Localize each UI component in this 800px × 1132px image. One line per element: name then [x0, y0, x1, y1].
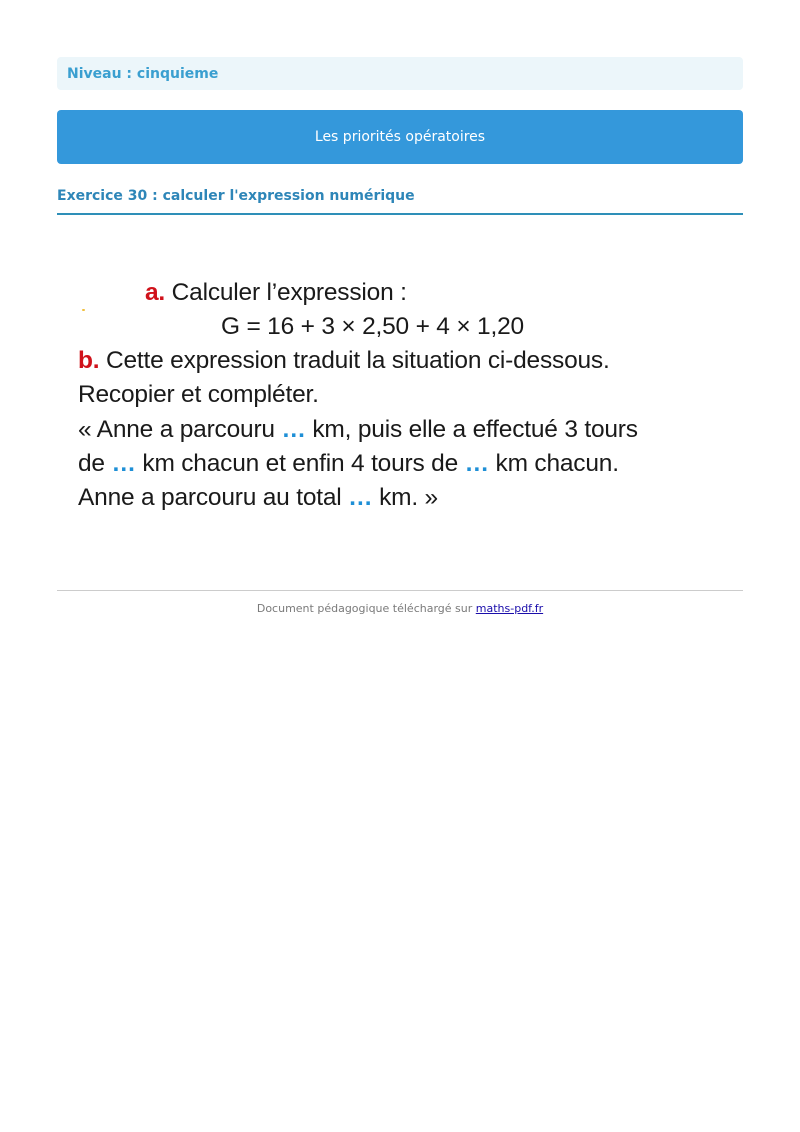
footer [57, 602, 743, 615]
situation-line-3 [78, 483, 438, 513]
topic-banner [57, 110, 743, 164]
situation-text-1b: km, puis elle a effectué 3 tours [312, 416, 638, 443]
part-b-line [78, 346, 610, 376]
footer-link[interactable]: maths-pdf.fr [475, 602, 544, 615]
topic-title: Les priorités opératoires [314, 129, 486, 145]
situation-text-2a: de [78, 450, 105, 477]
situation-text-2c: km chacun. [495, 450, 619, 477]
part-b-label: b. [78, 347, 100, 374]
exercise-title: Exercice 30 : calculer l'expression numérique [57, 188, 415, 204]
situation-text-3a: Anne a parcouru au total [78, 484, 342, 511]
blank-2: … [111, 450, 136, 477]
exercise-heading [57, 185, 743, 215]
instruction-text: Recopier et compléter. [78, 381, 319, 408]
expression-g: G = 16 + 3 × 2,50 + 4 × 1,20 [221, 313, 524, 340]
situation-text-3b: km. » [379, 484, 438, 511]
part-a-line [145, 278, 407, 308]
footer-text: Document pédagogique téléchargé sur [256, 602, 473, 615]
blank-4: … [348, 484, 373, 511]
blank-1: … [281, 416, 306, 443]
situation-text-1a: « Anne a parcouru [78, 416, 275, 443]
instruction-line [78, 380, 319, 410]
situation-line-1 [78, 415, 638, 445]
footer-divider [57, 590, 743, 591]
level-label: Niveau : cinquieme [67, 65, 219, 82]
scan-speck [82, 309, 85, 311]
expression-line [221, 312, 524, 342]
blank-3: … [464, 450, 489, 477]
situation-text-2b: km chacun et enfin 4 tours de [142, 450, 458, 477]
level-box [57, 57, 743, 90]
part-b-text: Cette expression traduit la situation ci-dessous. [105, 347, 610, 374]
part-a-label: a. [145, 279, 166, 306]
part-a-text: Calculer l’expression : [171, 279, 407, 306]
situation-line-2 [78, 449, 619, 479]
